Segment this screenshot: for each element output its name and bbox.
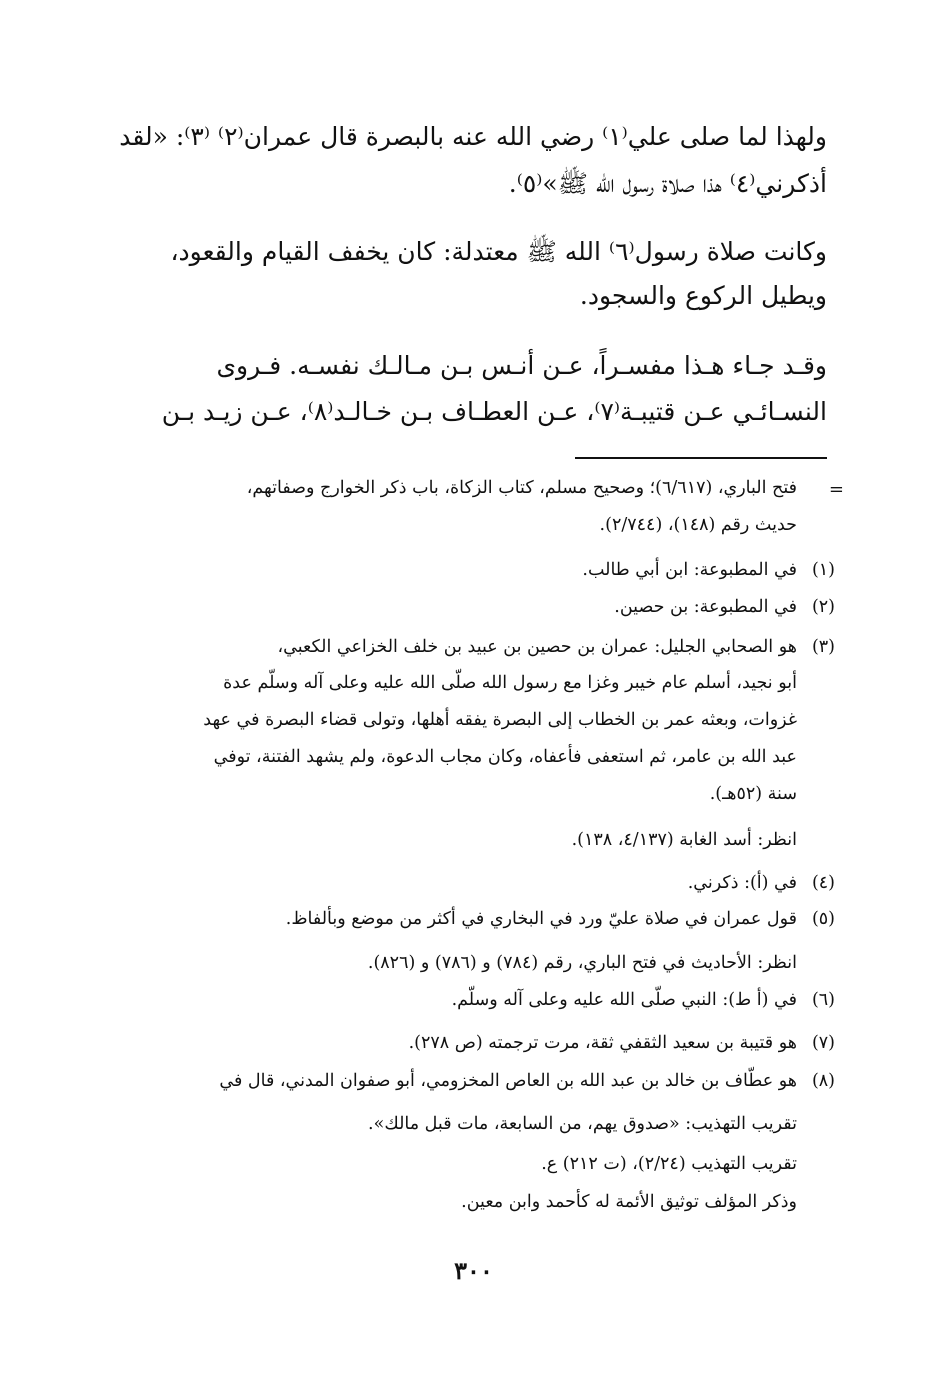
main-text-line: ولهذا لما صلى علي⁽١⁾ رضي الله عنه بالبصرة قال عمران⁽٢⁾ ⁽٣⁾: «لقد <box>119 122 827 151</box>
main-text-line: وقـد جـاء هـذا مفسـراً، عـن أنـس بـن مـالـك نفسـه. فـروى <box>216 351 827 380</box>
continuation-mark: = <box>828 479 844 500</box>
footnote-text: قول عمران في صلاة عليّ ورد في البخاري في أكثر من موضع وبألفاظ. <box>285 909 797 929</box>
footnote-text: انظر: الأحاديث في فتح الباري، رقم (٧٨٤) و (٧٨٦) و (٨٢٦). <box>367 953 797 973</box>
footnote-number: (٣) <box>811 637 835 657</box>
footnote-text: في (أ): ذكرني. <box>687 873 797 893</box>
footnote-number: (٤) <box>811 873 835 893</box>
footnote-text: هو قتيبة بن سعيد الثقفي ثقة، مرت ترجمته (ص ٢٧٨). <box>408 1033 797 1053</box>
footnote-text: أبو نجيد، أسلم عام خيبر وغزا مع رسول الله صلّى الله عليه وعلى آله وسلّم عدة <box>223 673 797 693</box>
footnote-text: انظر: أسد الغابة (٤/١٣٧، ١٣٨). <box>571 830 797 850</box>
main-text-line: ويطيل الركوع والسجود. <box>579 281 827 310</box>
footnote-text: عبد الله بن عامر، ثم استعفى فأعفاه، وكان مجاب الدعوة، ولم يشهد الفتنة، توفي <box>213 747 797 767</box>
footnote-number: (٦) <box>811 990 835 1010</box>
footnote-text: هو الصحابي الجليل: عمران بن حصين بن عبيد بن خلف الخزاعي الكعبي، <box>277 637 797 657</box>
footnote-number: (٢) <box>811 597 835 617</box>
footnote-text: وذكر المؤلف توثيق الأئمة له كأحمد وابن معين. <box>461 1192 797 1212</box>
footnote-number: (٧) <box>811 1033 835 1053</box>
footnote-text: في المطبوعة: ابن أبي طالب. <box>582 560 797 580</box>
main-text-line: النسـائـي عـن قتيبـة⁽٧⁾، عـن العطـاف بـن خـالـد⁽٨⁾، عـن زيـد بـن <box>161 397 827 426</box>
footnote-text: سنة (٥٢هـ). <box>709 784 797 804</box>
footnote-text: تقريب التهذيب: «صدوق يهم، من السابعة، مات قبل مالك». <box>368 1114 797 1134</box>
footnote-divider <box>575 457 827 459</box>
footnote-number: (٥) <box>811 909 835 929</box>
footnote-number: (٨) <box>811 1071 835 1091</box>
footnote-text: تقريب التهذيب (٢/٢٤)، (ت ٢١٢) ع. <box>541 1154 797 1174</box>
footnote-text: في المطبوعة: بن حصين. <box>614 597 797 617</box>
footnote-text: غزوات، وبعثه عمر بن الخطاب إلى البصرة يفقه أهلها، وتولى قضاء البصرة في عهد <box>203 710 797 730</box>
footnote-number: (١) <box>811 560 835 580</box>
main-text-line: وكانت صلاة رسول⁽٦⁾ الله ﷺ معتدلة: كان يخفف القيام والقعود، <box>170 237 827 266</box>
footnote-continuation-line: حديث رقم (١٤٨)، (٢/٧٤٤). <box>599 515 797 535</box>
page-number: ٣٠٠ <box>454 1256 493 1285</box>
footnote-text: في (أ ط): النبي صلّى الله عليه وعلى آله وسلّم. <box>451 990 797 1010</box>
main-text-line: أذكرني⁽٤⁾ هذا صلاة رسول الله ﷺ»⁽٥⁾. <box>508 169 827 198</box>
footnote-text: هو عطّاف بن خالد بن عبد الله بن العاص المخزومي، أبو صفوان المدني، قال في <box>219 1071 797 1091</box>
footnote-continuation-line: فتح الباري، (٦/٦١٧)؛ وصحيح مسلم، كتاب الزكاة، باب ذكر الخوارج وصفاتهم، <box>246 478 797 498</box>
